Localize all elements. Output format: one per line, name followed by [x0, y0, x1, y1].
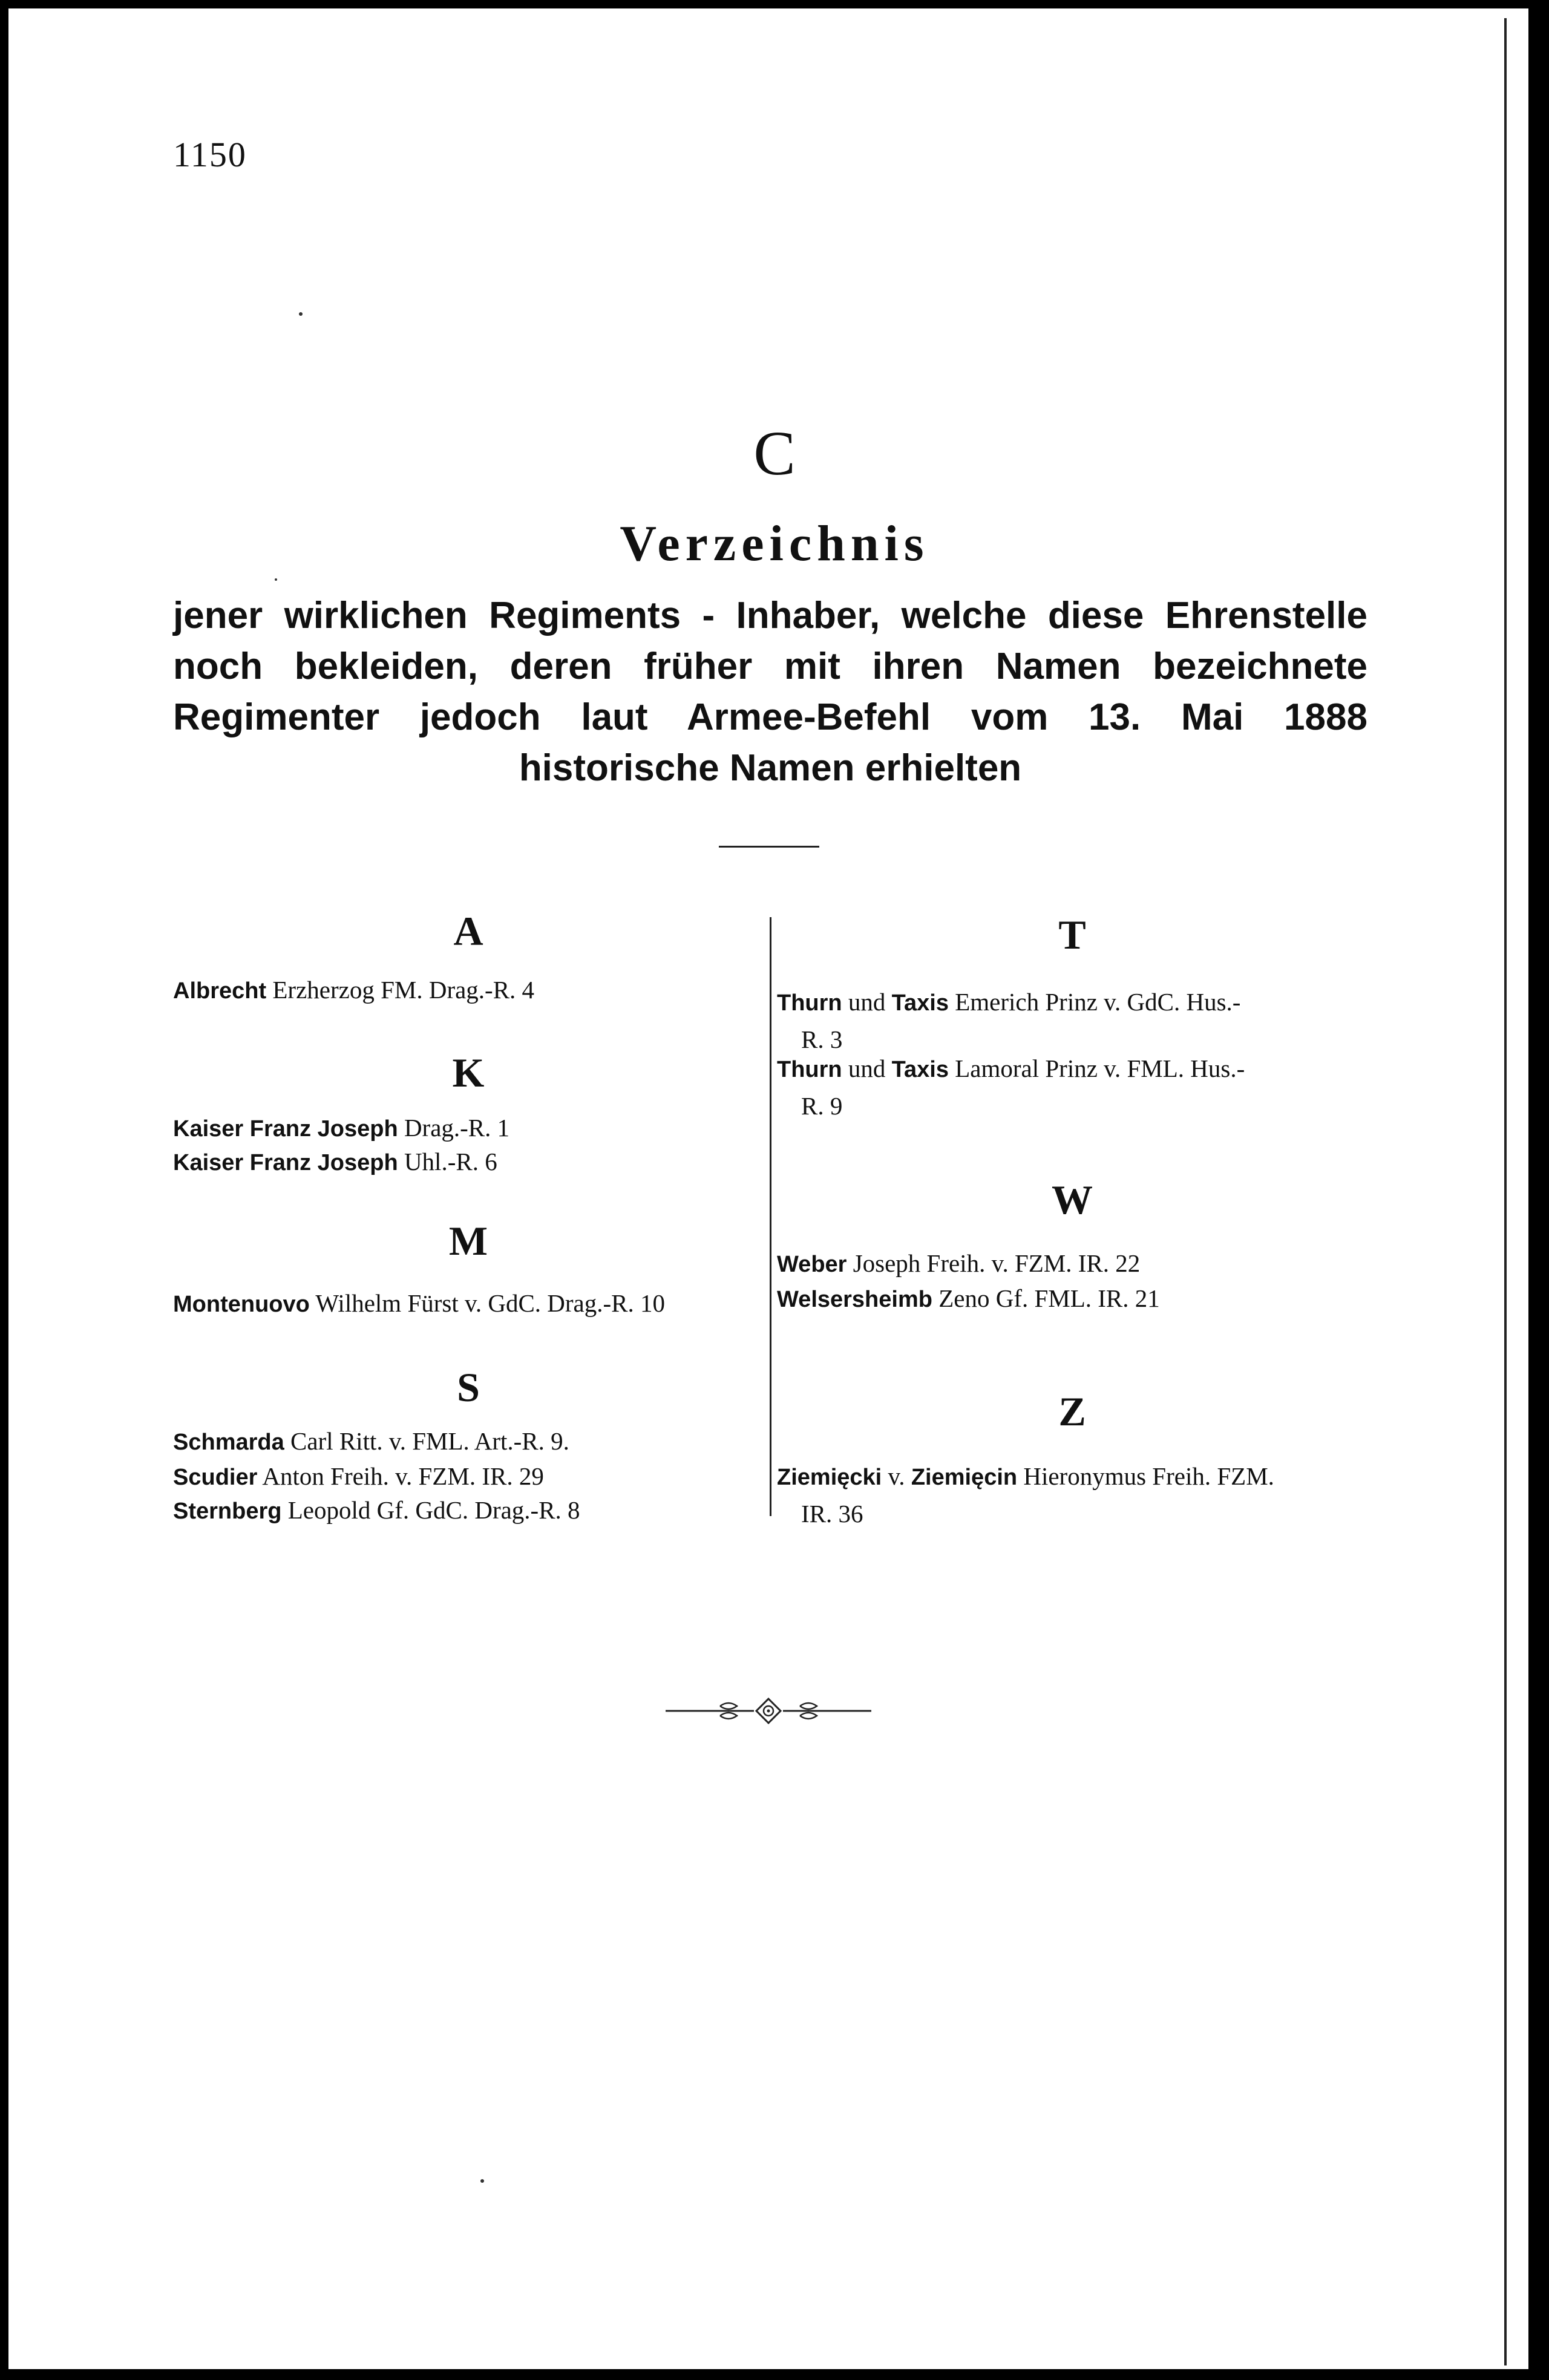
entry-name: Kaiser Franz Joseph — [173, 1116, 398, 1142]
print-speck — [480, 2179, 484, 2183]
group-letter-w: W — [1052, 1177, 1093, 1223]
entry-details: Emerich Prinz v. GdC. Hus.- — [955, 988, 1241, 1016]
entry-connector: und — [848, 988, 886, 1016]
list-item — [777, 1245, 1140, 1283]
entry-name: Weber — [777, 1252, 847, 1277]
group-letter-k: K — [452, 1050, 485, 1096]
entry-continuation: IR. 36 — [801, 1500, 863, 1528]
list-item — [173, 1285, 665, 1322]
group-letter-t: T — [1058, 912, 1086, 958]
entry-connector: v. — [888, 1462, 905, 1490]
group-letter-z: Z — [1058, 1388, 1086, 1434]
entry-details: Lamoral Prinz v. FML. Hus.- — [955, 1054, 1245, 1082]
entry-connector: und — [848, 1054, 886, 1082]
list-item — [173, 1143, 497, 1181]
group-letter-m: M — [448, 1218, 488, 1264]
list-item — [777, 984, 1367, 1058]
ornament-divider-icon — [666, 1698, 871, 1724]
entry-details: Erzherzog FM. Drag.-R. 4 — [272, 976, 535, 1004]
entry-details: Joseph Freih. v. FZM. IR. 22 — [853, 1249, 1141, 1277]
entry-details: Anton Freih. v. FZM. IR. 29 — [262, 1462, 544, 1490]
entry-details: Drag.-R. 1 — [404, 1114, 510, 1142]
entry-name: Thurn — [777, 1057, 842, 1082]
entry-name: Thurn — [777, 990, 842, 1016]
print-speck — [299, 312, 303, 316]
right-edge-line — [1504, 18, 1507, 2365]
entry-name: Scudier — [173, 1465, 258, 1490]
list-item — [173, 1423, 569, 1460]
page-title: Verzeichnis — [620, 515, 929, 572]
list-item — [173, 972, 534, 1009]
entry-details: Carl Ritt. v. FML. Art.-R. 9. — [290, 1427, 569, 1455]
entry-details: Wilhelm Fürst v. GdC. Drag.-R. 10 — [315, 1289, 665, 1317]
list-item — [777, 1280, 1160, 1318]
section-letter: C — [753, 419, 796, 488]
print-speck — [275, 578, 277, 581]
page-number: 1150 — [173, 135, 247, 174]
list-item — [173, 1110, 509, 1147]
entry-details: Leopold Gf. GdC. Drag.-R. 8 — [287, 1496, 580, 1524]
list-item — [173, 1492, 580, 1529]
entry-continuation: R. 3 — [801, 1025, 843, 1053]
entry-name-second: Taxis — [891, 990, 949, 1016]
entry-name: Ziemięcki — [777, 1465, 882, 1490]
group-letter-s: S — [457, 1364, 480, 1410]
entry-name: Kaiser Franz Joseph — [173, 1150, 398, 1175]
column-divider — [770, 917, 771, 1516]
group-letter-a: A — [453, 908, 483, 954]
entry-name: Sternberg — [173, 1499, 282, 1524]
list-item — [777, 1458, 1367, 1532]
page-subtitle: jener wirklichen Regiments - Inhaber, welche diese Ehrenstelle noch bekleiden, deren früher mit ihren Namen bezeichnete Regimenter jedoch laut Armee-Befehl vom 13. Mai 1888 historische Namen erhielten — [173, 595, 1367, 789]
title-divider — [719, 846, 819, 848]
entry-details: Uhl.-R. 6 — [404, 1148, 497, 1175]
entry-details: Hieronymus Freih. FZM. — [1023, 1462, 1274, 1490]
entry-name: Montenuovo — [173, 1292, 310, 1317]
entry-name: Welsersheimb — [777, 1287, 932, 1312]
entry-name: Albrecht — [173, 978, 267, 1004]
entry-name-second: Ziemięcin — [911, 1465, 1018, 1490]
entry-name-second: Taxis — [891, 1057, 949, 1082]
list-item — [777, 1050, 1367, 1124]
list-item — [173, 1458, 544, 1496]
entry-continuation: R. 9 — [801, 1092, 843, 1120]
entry-details: Zeno Gf. FML. IR. 21 — [938, 1284, 1160, 1312]
entry-name: Schmarda — [173, 1430, 284, 1455]
